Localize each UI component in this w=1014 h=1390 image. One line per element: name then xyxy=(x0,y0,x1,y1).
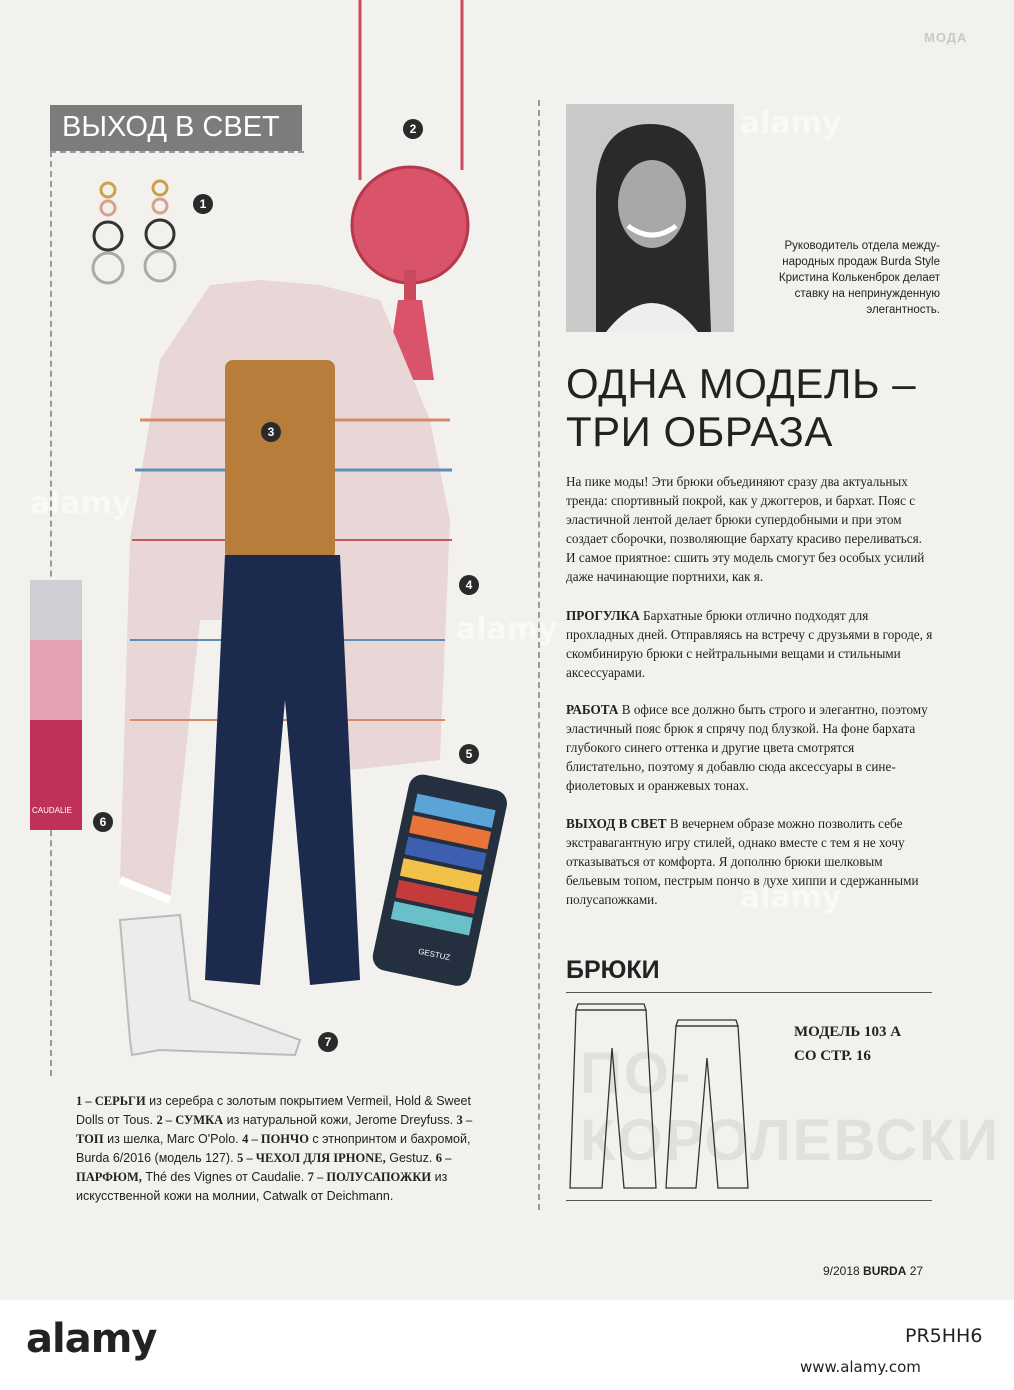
portrait-illustration xyxy=(566,104,734,332)
watermark: alamy xyxy=(740,880,842,915)
corner-section-tag: МОДА xyxy=(924,30,968,45)
stock-image-id: PR5HH6 xyxy=(905,1325,983,1347)
credit-text: из искусственной кожи на молнии, Catwalk от Deichmann. xyxy=(76,1170,448,1203)
section-tag-label: ВЫХОД В СВЕТ xyxy=(62,111,280,143)
credit-lead: 5 – ЧЕХОЛ ДЛЯ IPHONE, xyxy=(237,1151,386,1165)
stock-url: www.alamy.com xyxy=(800,1358,921,1376)
paragraph-lead: ПРОГУЛКА xyxy=(566,608,640,623)
item-number-7: 7 xyxy=(318,1032,338,1052)
credit-lead: 3 – ТОП xyxy=(76,1113,473,1146)
product-credits xyxy=(76,1092,496,1206)
portrait-caption-line: ставку на непринужденную xyxy=(794,288,940,300)
pants-heading: БРЮКИ xyxy=(566,956,660,984)
folio-page: 27 xyxy=(909,1264,924,1278)
paragraph-text: На пике моды! Эти брюки объединяют сразу два актуальных тренда: спортивный покрой, как у джоггеров, и бархат. Пояс с эластичной лентой делает брюки супердобными и при этом создает сборочки, позволяющие бархату красиво переливаться. И самое приятное: сшить эту модель смогут без особых усилий даже начинающие портнихи, как я. xyxy=(566,474,925,584)
silk-top-image xyxy=(225,360,335,560)
credit-lead: 7 – ПОЛУСАПОЖКИ xyxy=(307,1170,432,1184)
stock-logo: alamy xyxy=(26,1316,157,1362)
credit-text: Thé des Vignes от Caudalie. xyxy=(141,1170,308,1184)
paragraph-lead: РАБОТА xyxy=(566,702,619,717)
ghost-headline: ПО-КОРОЛЕВСКИ xyxy=(580,1041,1001,1173)
headline-line-1: ОДНА МОДЕЛЬ – xyxy=(566,360,917,407)
portrait-caption xyxy=(750,238,940,318)
paragraph-text: В офисе все должно быть строго и элегантно, поэтому эластичный пояс брюк я спрячу под блузкой. На фоне бархата глубокого синего оттенка и другие цвета смотрятся блистательно, поэтому я добавлю сюда аксессуары в сине-фиолетовых и оранжевых тонах. xyxy=(566,702,928,793)
perfume-image xyxy=(30,580,82,830)
portrait-caption-line: Кристина Колькенброк делает xyxy=(778,272,940,284)
dashed-divider-middle xyxy=(538,100,540,1210)
body-paragraph-walk xyxy=(566,606,934,682)
item-number-4: 4 xyxy=(459,575,479,595)
portrait-caption-line: Руководитель отдела между- xyxy=(784,240,940,252)
item-number-1: 1 xyxy=(193,194,213,214)
pants-technical-drawing xyxy=(566,998,766,1194)
page-folio xyxy=(823,1264,923,1278)
body-paragraph-work xyxy=(566,700,934,795)
perfume-label: CAUDALIE xyxy=(32,806,73,815)
pattern-model-label xyxy=(794,1020,901,1068)
pants-rule-top xyxy=(566,992,932,993)
headline-line-2: ТРИ ОБРАЗА xyxy=(566,408,833,455)
credit-lead: 1 – СЕРЬГИ xyxy=(76,1094,146,1108)
velvet-pants-image xyxy=(205,555,360,985)
article-headline xyxy=(566,360,916,456)
credit-text: из шелка, Marc O'Polo. xyxy=(103,1132,243,1146)
editor-portrait-photo xyxy=(566,104,734,332)
credit-text: из натуральной кожи, Jerome Dreyfuss. xyxy=(223,1113,457,1127)
pants-rule-bottom xyxy=(566,1200,932,1201)
credit-text: Gestuz. xyxy=(385,1151,436,1165)
credit-lead: 2 – СУМКА xyxy=(156,1113,224,1127)
body-paragraph-intro xyxy=(566,472,934,586)
model-number: МОДЕЛЬ 103 А xyxy=(794,1024,902,1040)
credit-text: с этнопринтом и бахромой, Burda 6/2016 (модель 127). xyxy=(76,1132,471,1165)
item-number-5: 5 xyxy=(459,744,479,764)
paragraph-text: Бархатные брюки отлично подходят для прохладных дней. Отправляясь на встречу с друзьями в городе, я скомбинирую брюки с нейтральными вещами и стильными аксессуарами. xyxy=(566,608,933,680)
paragraph-text: В вечернем образе можно позволить себе экстравагантную игру стилей, однако вместе с тем я не хочу отказываться от комфорта. Я дополню брюки шелковым бельевым топом, пестрым пончо в духе хиппи и сдержанными полусапожками. xyxy=(566,816,919,907)
paragraph-lead: ВЫХОД В СВЕТ xyxy=(566,816,667,831)
item-number-6: 6 xyxy=(93,812,113,832)
credit-lead: 4 – ПОНЧО xyxy=(242,1132,309,1146)
credit-text: из серебра с золотым покрытием Vermeil, Hold & Sweet Dolls от Tous. xyxy=(76,1094,471,1127)
item-number-2: 2 xyxy=(403,119,423,139)
folio-issue: 9/2018 xyxy=(823,1264,860,1278)
watermark: alamy xyxy=(456,612,558,647)
phone-case-label: GESTUZ xyxy=(417,946,452,963)
portrait-caption-line: элегантность. xyxy=(866,304,940,316)
credit-lead: 6 – ПАРФЮМ, xyxy=(76,1151,452,1184)
portrait-caption-line: народных продаж Burda Style xyxy=(782,256,940,268)
item-number-3: 3 xyxy=(261,422,281,442)
watermark: alamy xyxy=(30,486,132,521)
outfit-collage xyxy=(20,0,520,1080)
folio-brand: BURDA xyxy=(863,1264,907,1278)
earrings-image xyxy=(93,181,175,283)
watermark: alamy xyxy=(740,106,842,141)
model-page-ref: СО СТР. 16 xyxy=(794,1048,871,1064)
